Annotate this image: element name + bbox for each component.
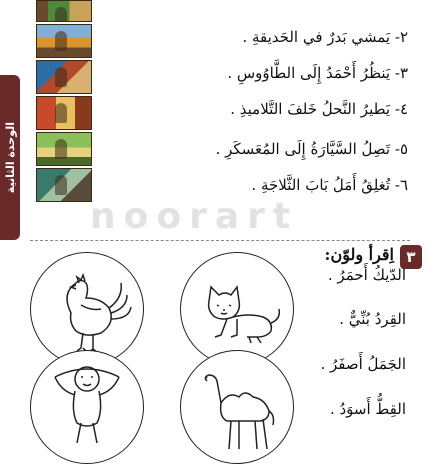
illustration-panel-5 (36, 132, 92, 166)
camel-circle[interactable] (180, 350, 294, 464)
sentence-4: ٤- يَطيرُ النَّحلُ خَلفَ التَّلاميذِ . (230, 100, 408, 118)
exercise-number-badge: ٣ (400, 245, 422, 269)
illustration-panel-1 (36, 0, 92, 22)
rooster-circle[interactable] (30, 252, 144, 366)
watermark: noorart (90, 196, 299, 237)
illustration-panel-2 (36, 24, 92, 58)
unit-tab (0, 75, 20, 240)
sentence-2: ٢- يَمشي بَدرٌ في الحَديقةِ . (242, 28, 408, 46)
unit-label: الوحدة الثانية (3, 121, 17, 194)
cat-circle[interactable] (180, 252, 294, 366)
illustration-panel-3 (36, 60, 92, 94)
sentence-5: ٥- تَصِلُ السَّيَّارَةُ إِلَى المُعَسكَرِ . (215, 140, 408, 158)
color-line-monkey: القِردُ بُنِّيٌّ . (339, 310, 406, 328)
sentence-6: ٦- تُغلِقُ أَمَلُ بَابَ الثَّلاجَةِ . (251, 176, 408, 194)
camel-icon (181, 351, 295, 465)
color-line-rooster: الدّيكُ أَحمَرُ . (327, 266, 406, 284)
illustration-panel-4 (36, 96, 92, 130)
monkey-circle[interactable] (30, 350, 144, 464)
sentence-3: ٣- يَنظُرُ أَحْمَدُ إِلَى الطَّاوُوسِ . (227, 64, 408, 82)
color-line-cat: القِطُّ أَسوَدُ . (329, 400, 406, 418)
exercise-title: اِقرأ ولوّن: (324, 245, 394, 264)
section-divider (30, 240, 410, 241)
monkey-icon (31, 351, 145, 465)
color-line-camel: الجَمَلُ أَصفَرُ . (320, 355, 406, 373)
illustration-panel-6 (36, 168, 92, 202)
